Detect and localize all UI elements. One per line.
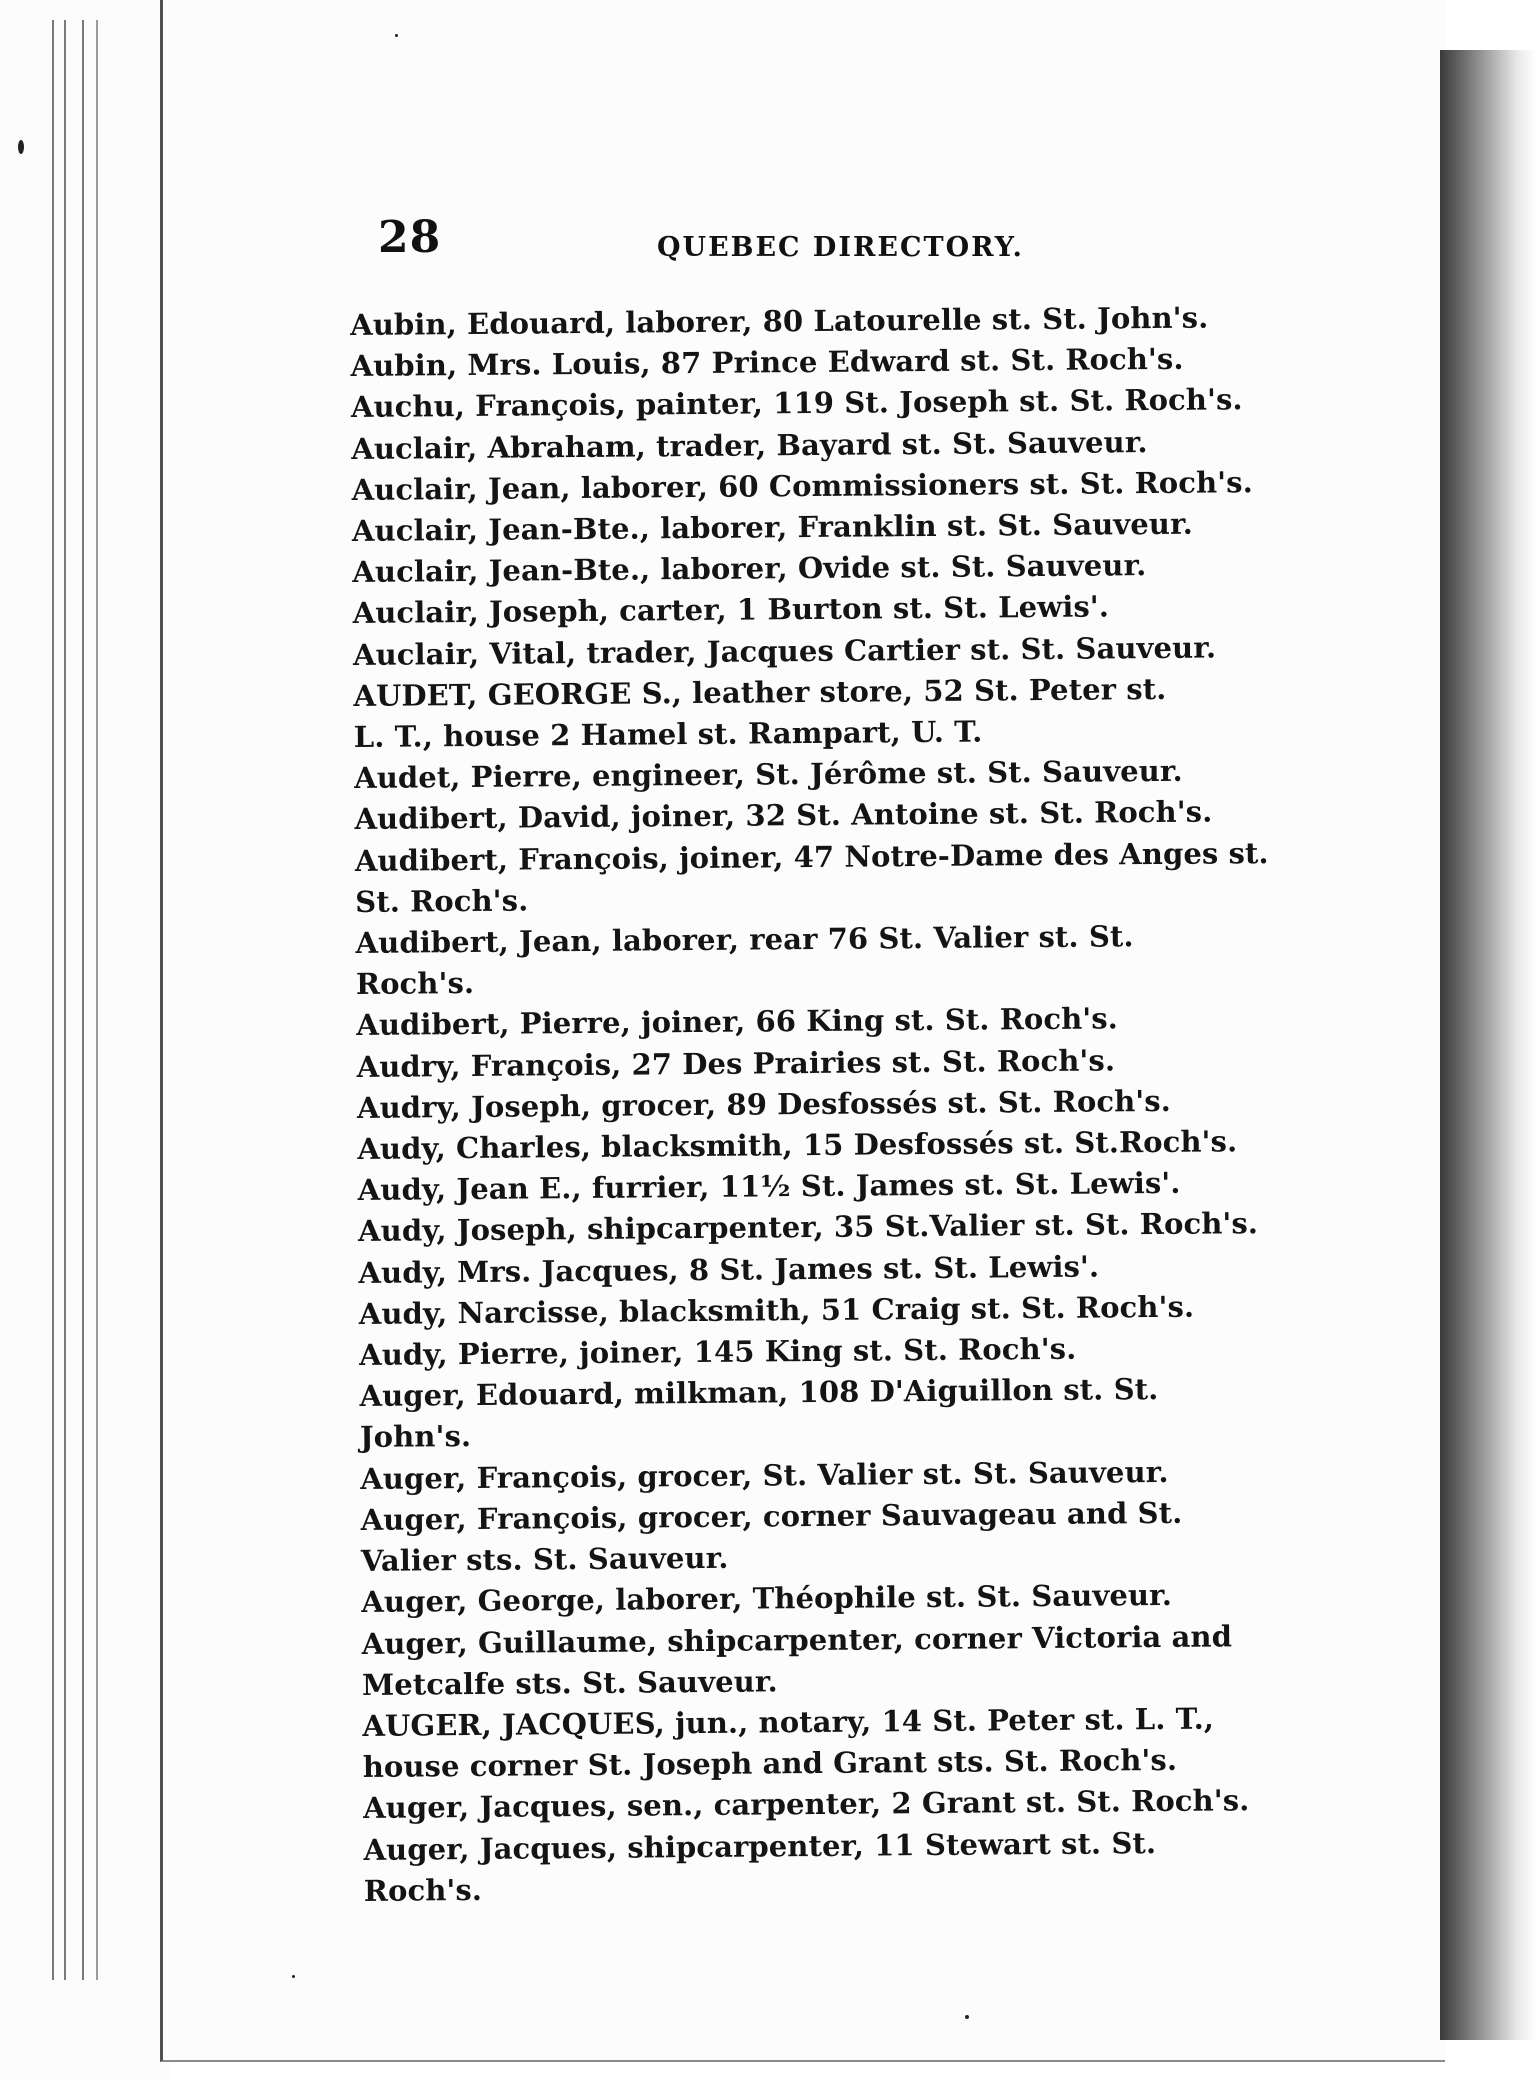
page-edge-line xyxy=(52,20,54,1980)
directory-entry xyxy=(359,1368,1360,1459)
scan-speck xyxy=(965,2015,969,2019)
directory-entry xyxy=(363,1780,1363,1830)
entry-continuation: St. Roch's. xyxy=(355,883,529,919)
page-edges xyxy=(0,0,170,2080)
entry-line: Auger, Edouard, milkman, 108 D'Aiguillon st. St. xyxy=(359,1372,1159,1414)
gutter-shadow xyxy=(1440,50,1536,2040)
entry-line: Audy, Jean E., furrier, 11½ St. James st. St. Lewis'. xyxy=(357,1166,1181,1208)
entry-line: Audibert, Jean, laborer, rear 76 St. Valier st. St. xyxy=(355,919,1134,961)
entry-continuation: Valier sts. St. Sauveur. xyxy=(360,1540,729,1579)
entry-line: Auclair, Jean-Bte., laborer, Ovide st. St. Sauveur. xyxy=(352,548,1147,590)
directory-entry xyxy=(362,1615,1363,1706)
entry-continuation: John's. xyxy=(359,1419,472,1455)
entry-continuation: Metcalfe sts. St. Sauveur. xyxy=(361,1664,778,1702)
entry-continuation: house corner St. Joseph and Grant sts. St. Roch's. xyxy=(362,1742,1178,1785)
entry-line: AUGER, JACQUES, jun., notary, 14 St. Peter st. L. T., xyxy=(362,1701,1215,1743)
entry-line: Aubin, Edouard, laborer, 80 Latourelle st. St. John's. xyxy=(350,300,1209,342)
entry-line: Audry, Joseph, grocer, 89 Desfossés st. St. Roch's. xyxy=(356,1083,1172,1125)
entry-line: Audy, Narcisse, blacksmith, 51 Craig st. St. Roch's. xyxy=(358,1289,1195,1331)
page-number: 28 xyxy=(378,212,442,263)
entry-line: Audy, Charles, blacksmith, 15 Desfossés st. St.Roch's. xyxy=(357,1124,1238,1167)
directory-entry xyxy=(362,1697,1363,1788)
entry-line: Auclair, Abraham, trader, Bayard st. St. Sauveur. xyxy=(351,424,1148,466)
entry-line: Auclair, Joseph, carter, 1 Burton st. St. Lewis'. xyxy=(352,589,1110,631)
directory-entry xyxy=(363,1821,1364,1912)
page-edge-line xyxy=(96,20,98,1980)
entry-line: Aubin, Mrs. Louis, 87 Prince Edward st. St. Roch's. xyxy=(350,341,1184,384)
scan-speck xyxy=(395,34,398,37)
entry-line: Audibert, Pierre, joiner, 66 King st. St. Roch's. xyxy=(356,1001,1119,1043)
entry-line: Audy, Joseph, shipcarpenter, 35 St.Valier st. St. Roch's. xyxy=(357,1206,1259,1249)
directory-entry xyxy=(353,667,1354,758)
directory-entry xyxy=(353,626,1353,676)
scan-speck xyxy=(292,1975,295,1978)
entry-line: Auger, Jacques, sen., carpenter, 2 Grant st. St. Roch's. xyxy=(362,1783,1250,1826)
page-edge-line xyxy=(64,20,66,1980)
entry-line: Audibert, David, joiner, 32 St. Antoine st. St. Roch's. xyxy=(354,794,1213,837)
entry-line: Auger, Jacques, shipcarpenter, 11 Stewart st. St. xyxy=(363,1825,1157,1867)
scan-speck xyxy=(18,140,24,154)
page-edge-line xyxy=(82,20,84,1980)
entry-line: Auclair, Jean, laborer, 60 Commissioners st. St. Roch's. xyxy=(351,464,1253,507)
entry-line: Auger, Guillaume, shipcarpenter, corner Victoria and xyxy=(361,1618,1233,1661)
entry-line: Auger, François, grocer, St. Valier st. St. Sauveur. xyxy=(360,1454,1169,1496)
directory-entry xyxy=(351,379,1351,429)
entry-line: Audibert, François, joiner, 47 Notre-Dame des Anges st. xyxy=(354,835,1269,878)
running-title: QUEBEC DIRECTORY. xyxy=(657,232,1024,263)
entry-line: Auclair, Vital, trader, Jacques Cartier st. St. Sauveur. xyxy=(352,630,1217,672)
entry-line: Audy, Pierre, joiner, 145 King st. St. Roch's. xyxy=(359,1331,1077,1373)
directory-entries xyxy=(350,296,1364,1912)
entry-line: Audry, François, 27 Des Prairies st. St. Roch's. xyxy=(356,1043,1116,1084)
entry-line: Auger, George, laborer, Théophile st. St. Sauveur. xyxy=(361,1578,1173,1620)
entry-line: Auger, François, grocer, corner Sauvageau and St. xyxy=(360,1495,1183,1537)
directory-entry xyxy=(360,1491,1361,1582)
entry-line: AUDET, GEORGE S., leather store, 52 St. Peter st. xyxy=(353,671,1167,713)
entry-continuation: Roch's. xyxy=(363,1872,483,1908)
entry-line: Auclair, Jean-Bte., laborer, Franklin st. St. Sauveur. xyxy=(351,506,1194,549)
directory-entry xyxy=(355,914,1356,1005)
entry-continuation: L. T., house 2 Hamel st. Rampart, U. T. xyxy=(353,714,983,755)
directory-entry xyxy=(355,832,1356,923)
directory-entry xyxy=(358,1203,1358,1253)
entry-line: Audet, Pierre, engineer, St. Jérôme st. St. Sauveur. xyxy=(353,753,1183,796)
entry-continuation: Roch's. xyxy=(355,966,475,1002)
entry-line: Audy, Mrs. Jacques, 8 St. James st. St. Lewis'. xyxy=(358,1249,1100,1290)
entry-line: Auchu, François, painter, 119 St. Joseph st. St. Roch's. xyxy=(350,382,1243,425)
directory-entry xyxy=(351,461,1351,511)
